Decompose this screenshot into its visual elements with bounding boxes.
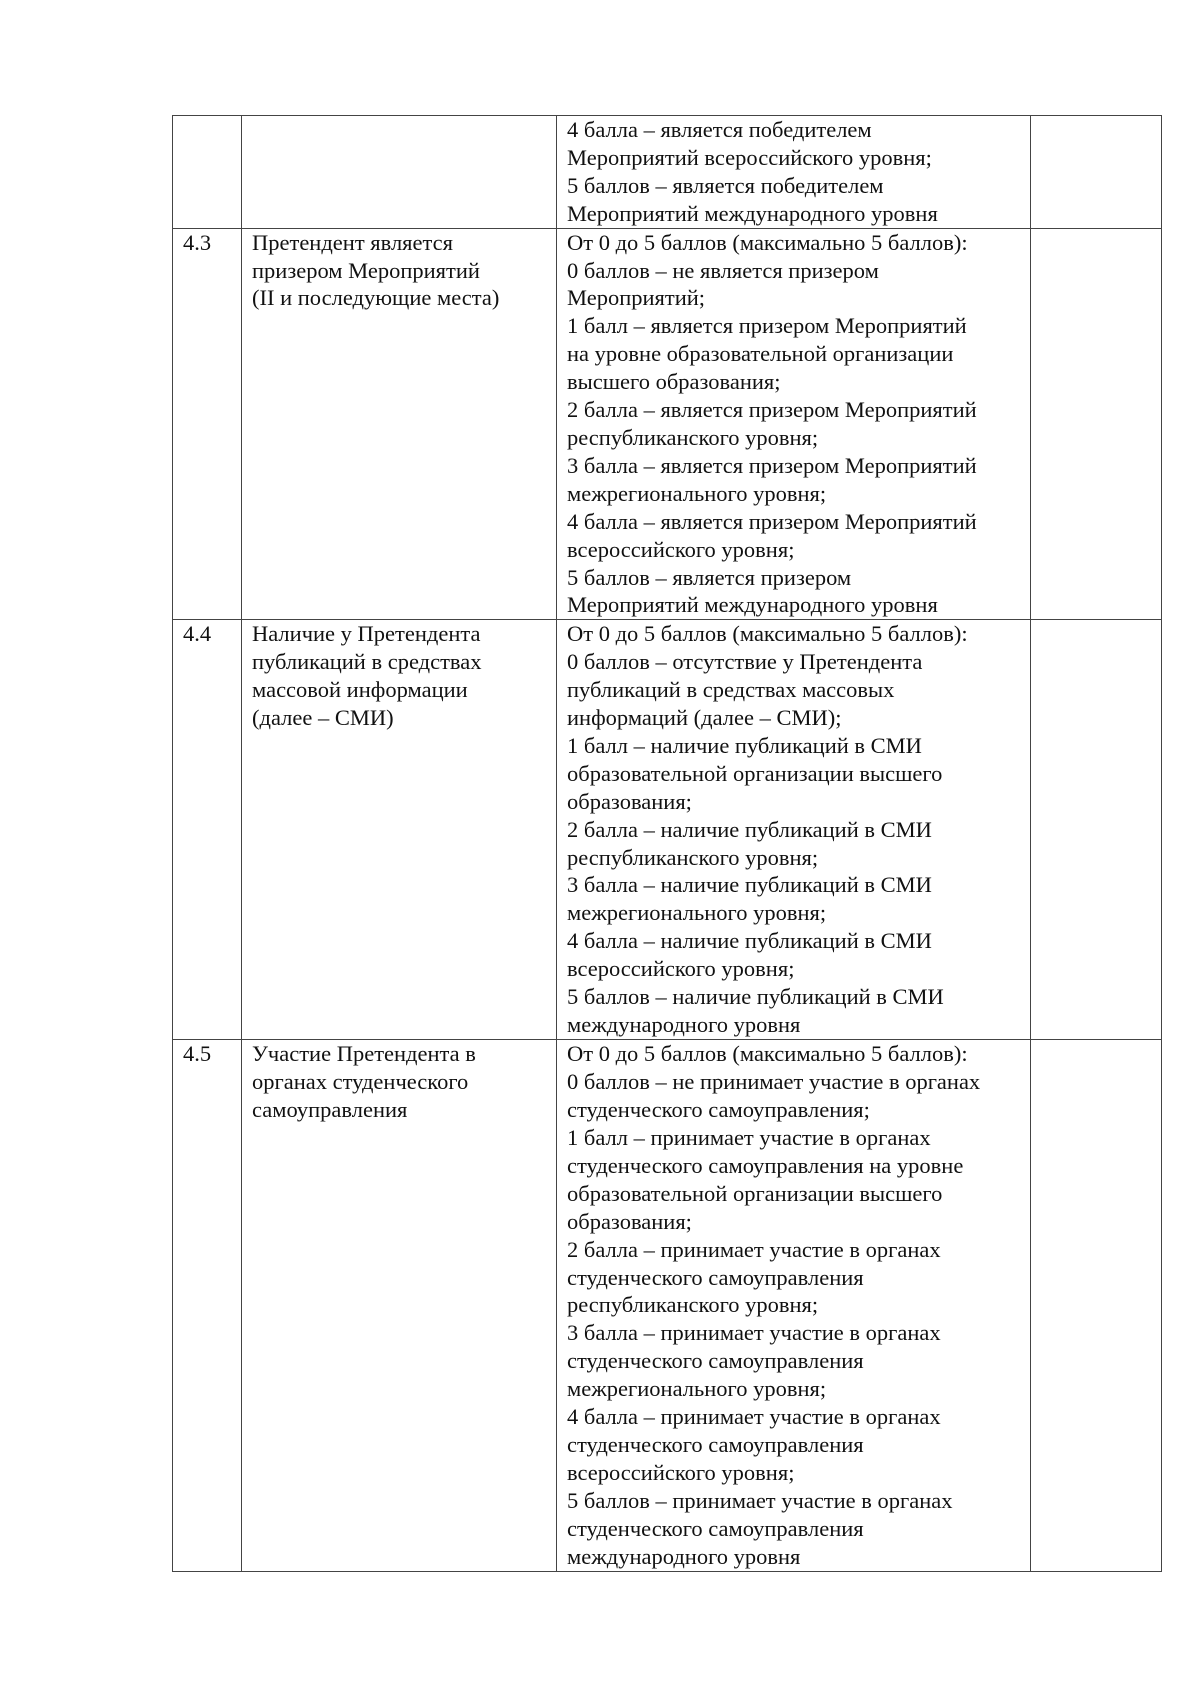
text-line: Наличие у Претендента — [252, 621, 481, 647]
text-line: От 0 до 5 баллов (максимально 5 баллов): — [567, 621, 968, 647]
text-line: студенческого самоуправления — [567, 1264, 864, 1290]
text-line: на уровне образовательной организации — [567, 341, 954, 367]
text-line: студенческого самоуправления — [567, 1515, 864, 1541]
text-line: образовательной организации высшего — [567, 760, 943, 786]
score-cell — [1031, 1040, 1162, 1572]
text-line: 5 баллов – является призером — [567, 564, 852, 590]
text-line: 4 балла – принимает участие в органах — [567, 1404, 941, 1430]
text-line: студенческого самоуправления — [567, 1432, 864, 1457]
text-line: Мероприятий международного уровня — [567, 200, 938, 226]
text-line: Мероприятий всероссийского уровня; — [567, 144, 932, 170]
text-line: информаций (далее – СМИ); — [567, 705, 842, 731]
text-line: студенческого самоуправления; — [567, 1097, 870, 1123]
criterion-cell — [242, 1040, 557, 1572]
text-line: образования; — [567, 1208, 692, 1234]
text-line: всероссийского уровня; — [567, 956, 795, 982]
score-cell — [1031, 620, 1162, 1040]
text-line: студенческого самоуправления — [567, 1348, 864, 1374]
table-row — [173, 228, 1162, 620]
scoring-cell — [557, 228, 1031, 620]
text-line: международного уровня — [567, 1543, 801, 1569]
text-line: 3 балла – наличие публикаций в СМИ — [567, 872, 932, 898]
text-line: 0 баллов – не принимает участие в органах — [567, 1069, 981, 1095]
text-line: публикаций в средствах — [252, 649, 482, 675]
text-line: 5 баллов – принимает участие в органах — [567, 1487, 953, 1513]
text-line: 5 баллов – наличие публикаций в СМИ — [567, 984, 944, 1010]
text-line: студенческого самоуправления на уровне — [567, 1152, 964, 1178]
text-line: (II и последующие места) — [252, 285, 500, 311]
table-row — [173, 1040, 1162, 1572]
text-line: 4 балла – является победителем — [567, 117, 872, 142]
text-line: межрегионального уровня; — [567, 900, 827, 926]
text-line: межрегионального уровня; — [567, 480, 827, 506]
criterion-cell — [242, 228, 557, 620]
score-cell — [1031, 228, 1162, 620]
scoring-cell — [557, 116, 1031, 229]
table-row — [173, 116, 1162, 229]
text-line: всероссийского уровня; — [567, 1459, 795, 1485]
text-line: Мероприятий; — [567, 285, 706, 311]
text-line: призером Мероприятий — [252, 257, 480, 283]
text-line: межрегионального уровня; — [567, 1376, 827, 1402]
text-line: Участие Претендента в — [252, 1041, 476, 1067]
text-line: республиканского уровня; — [567, 844, 819, 870]
text-line: органах студенческого — [252, 1069, 469, 1095]
text-line: 1 балл – является призером Мероприятий — [567, 313, 967, 339]
text-line: От 0 до 5 баллов (максимально 5 баллов): — [567, 229, 968, 255]
text-line: 4 балла – является призером Мероприятий — [567, 508, 977, 534]
row-number-cell — [173, 116, 242, 229]
text-line: 4 балла – наличие публикаций в СМИ — [567, 928, 932, 954]
text-line: Мероприятий международного уровня — [567, 592, 938, 618]
text-line: 1 балл – наличие публикаций в СМИ — [567, 732, 922, 758]
text-line: 2 балла – является призером Мероприятий — [567, 397, 977, 423]
text-line: 1 балл – принимает участие в органах — [567, 1125, 931, 1151]
text-line: высшего образования; — [567, 369, 781, 395]
text-line: От 0 до 5 баллов (максимально 5 баллов): — [567, 1041, 968, 1067]
text-line: 2 балла – принимает участие в органах — [567, 1236, 941, 1262]
text-line: международного уровня — [567, 1012, 801, 1037]
text-line: публикаций в средствах массовых — [567, 677, 895, 703]
text-line: всероссийского уровня; — [567, 536, 795, 562]
text-line: 0 баллов – отсутствие у Претендента — [567, 649, 923, 675]
criteria-table — [172, 115, 1162, 1572]
text-line: 2 балла – наличие публикаций в СМИ — [567, 816, 932, 842]
text-line: самоуправления — [252, 1097, 408, 1123]
criterion-cell — [242, 116, 557, 229]
table-row — [173, 620, 1162, 1040]
scoring-cell — [557, 1040, 1031, 1572]
text-line: 0 баллов – не является призером — [567, 257, 879, 283]
text-line: 5 баллов – является победителем — [567, 172, 884, 198]
text-line: образовательной организации высшего — [567, 1180, 943, 1206]
criterion-cell — [242, 620, 557, 1040]
row-number-cell: 4.4 — [173, 620, 242, 1040]
text-line: 3 балла – является призером Мероприятий — [567, 452, 977, 478]
text-line: 3 балла – принимает участие в органах — [567, 1320, 941, 1346]
text-line: массовой информации — [252, 677, 468, 703]
text-line: (далее – СМИ) — [252, 705, 394, 731]
score-cell — [1031, 116, 1162, 229]
row-number-cell: 4.3 — [173, 228, 242, 620]
text-line: республиканского уровня; — [567, 424, 819, 450]
row-number-cell: 4.5 — [173, 1040, 242, 1572]
text-line: Претендент является — [252, 229, 453, 255]
text-line: образования; — [567, 788, 692, 814]
text-line: республиканского уровня; — [567, 1292, 819, 1318]
scoring-cell — [557, 620, 1031, 1040]
